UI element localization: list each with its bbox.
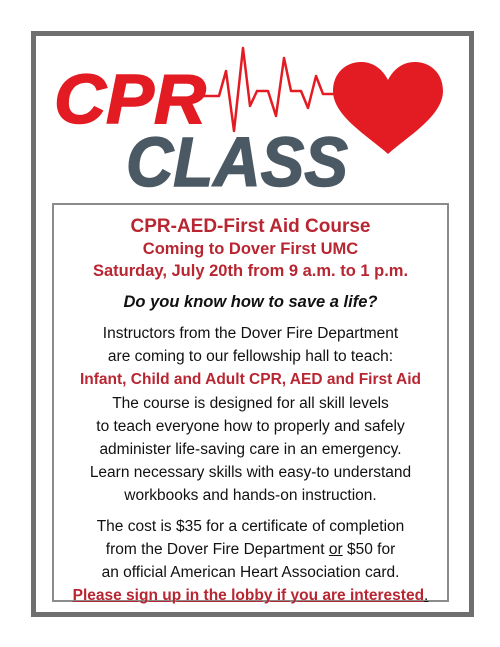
cost-or-underlined: or — [328, 541, 343, 558]
cost-line-2-start: from the Dover Fire Department — [105, 541, 329, 558]
heart-icon — [333, 62, 443, 154]
cost-line-3: an official American Heart Association card. — [101, 564, 400, 581]
description-line-2: to teach everyone how to properly and safely — [96, 418, 405, 435]
description-line-3: administer life-saving care in an emergency. — [99, 441, 402, 458]
intro-line-2: are coming to our fellowship hall to teach: — [107, 348, 394, 365]
course-question: Do you know how to save a life? — [123, 293, 378, 311]
course-content — [54, 215, 447, 607]
cost-line-1: The cost is $35 for a certificate of completion — [96, 518, 405, 535]
description-line-5: workbooks and hands-on instruction. — [124, 487, 377, 504]
cost-line-2 — [54, 538, 447, 561]
signup-period: . — [424, 587, 429, 604]
cpr-class-logo — [36, 36, 469, 201]
description-line-1: The course is designed for all skill levels — [112, 395, 389, 412]
ecg-line-icon — [204, 48, 336, 131]
course-topics: Infant, Child and Adult CPR, AED and First Aid — [80, 371, 421, 388]
logo-graphic — [36, 36, 469, 201]
logo-word-cpr: CPR — [54, 60, 207, 138]
flyer-outer-frame — [31, 31, 474, 617]
spacer — [54, 507, 447, 515]
course-title: CPR-AED-First Aid Course — [130, 216, 371, 237]
course-details-box — [52, 203, 449, 602]
signup-notice — [54, 584, 447, 607]
logo-word-class: CLASS — [126, 123, 348, 201]
course-location: Coming to Dover First UMC — [142, 240, 359, 258]
spacer — [54, 314, 447, 322]
description-line-4: Learn necessary skills with easy-to understand — [89, 464, 412, 481]
cost-line-2-end: $50 for — [342, 541, 396, 558]
signup-text: Please sign up in the lobby if you are interested — [72, 587, 425, 604]
course-date-time: Saturday, July 20th from 9 a.m. to 1 p.m. — [92, 262, 409, 280]
intro-line-1: Instructors from the Dover Fire Department — [102, 325, 399, 342]
